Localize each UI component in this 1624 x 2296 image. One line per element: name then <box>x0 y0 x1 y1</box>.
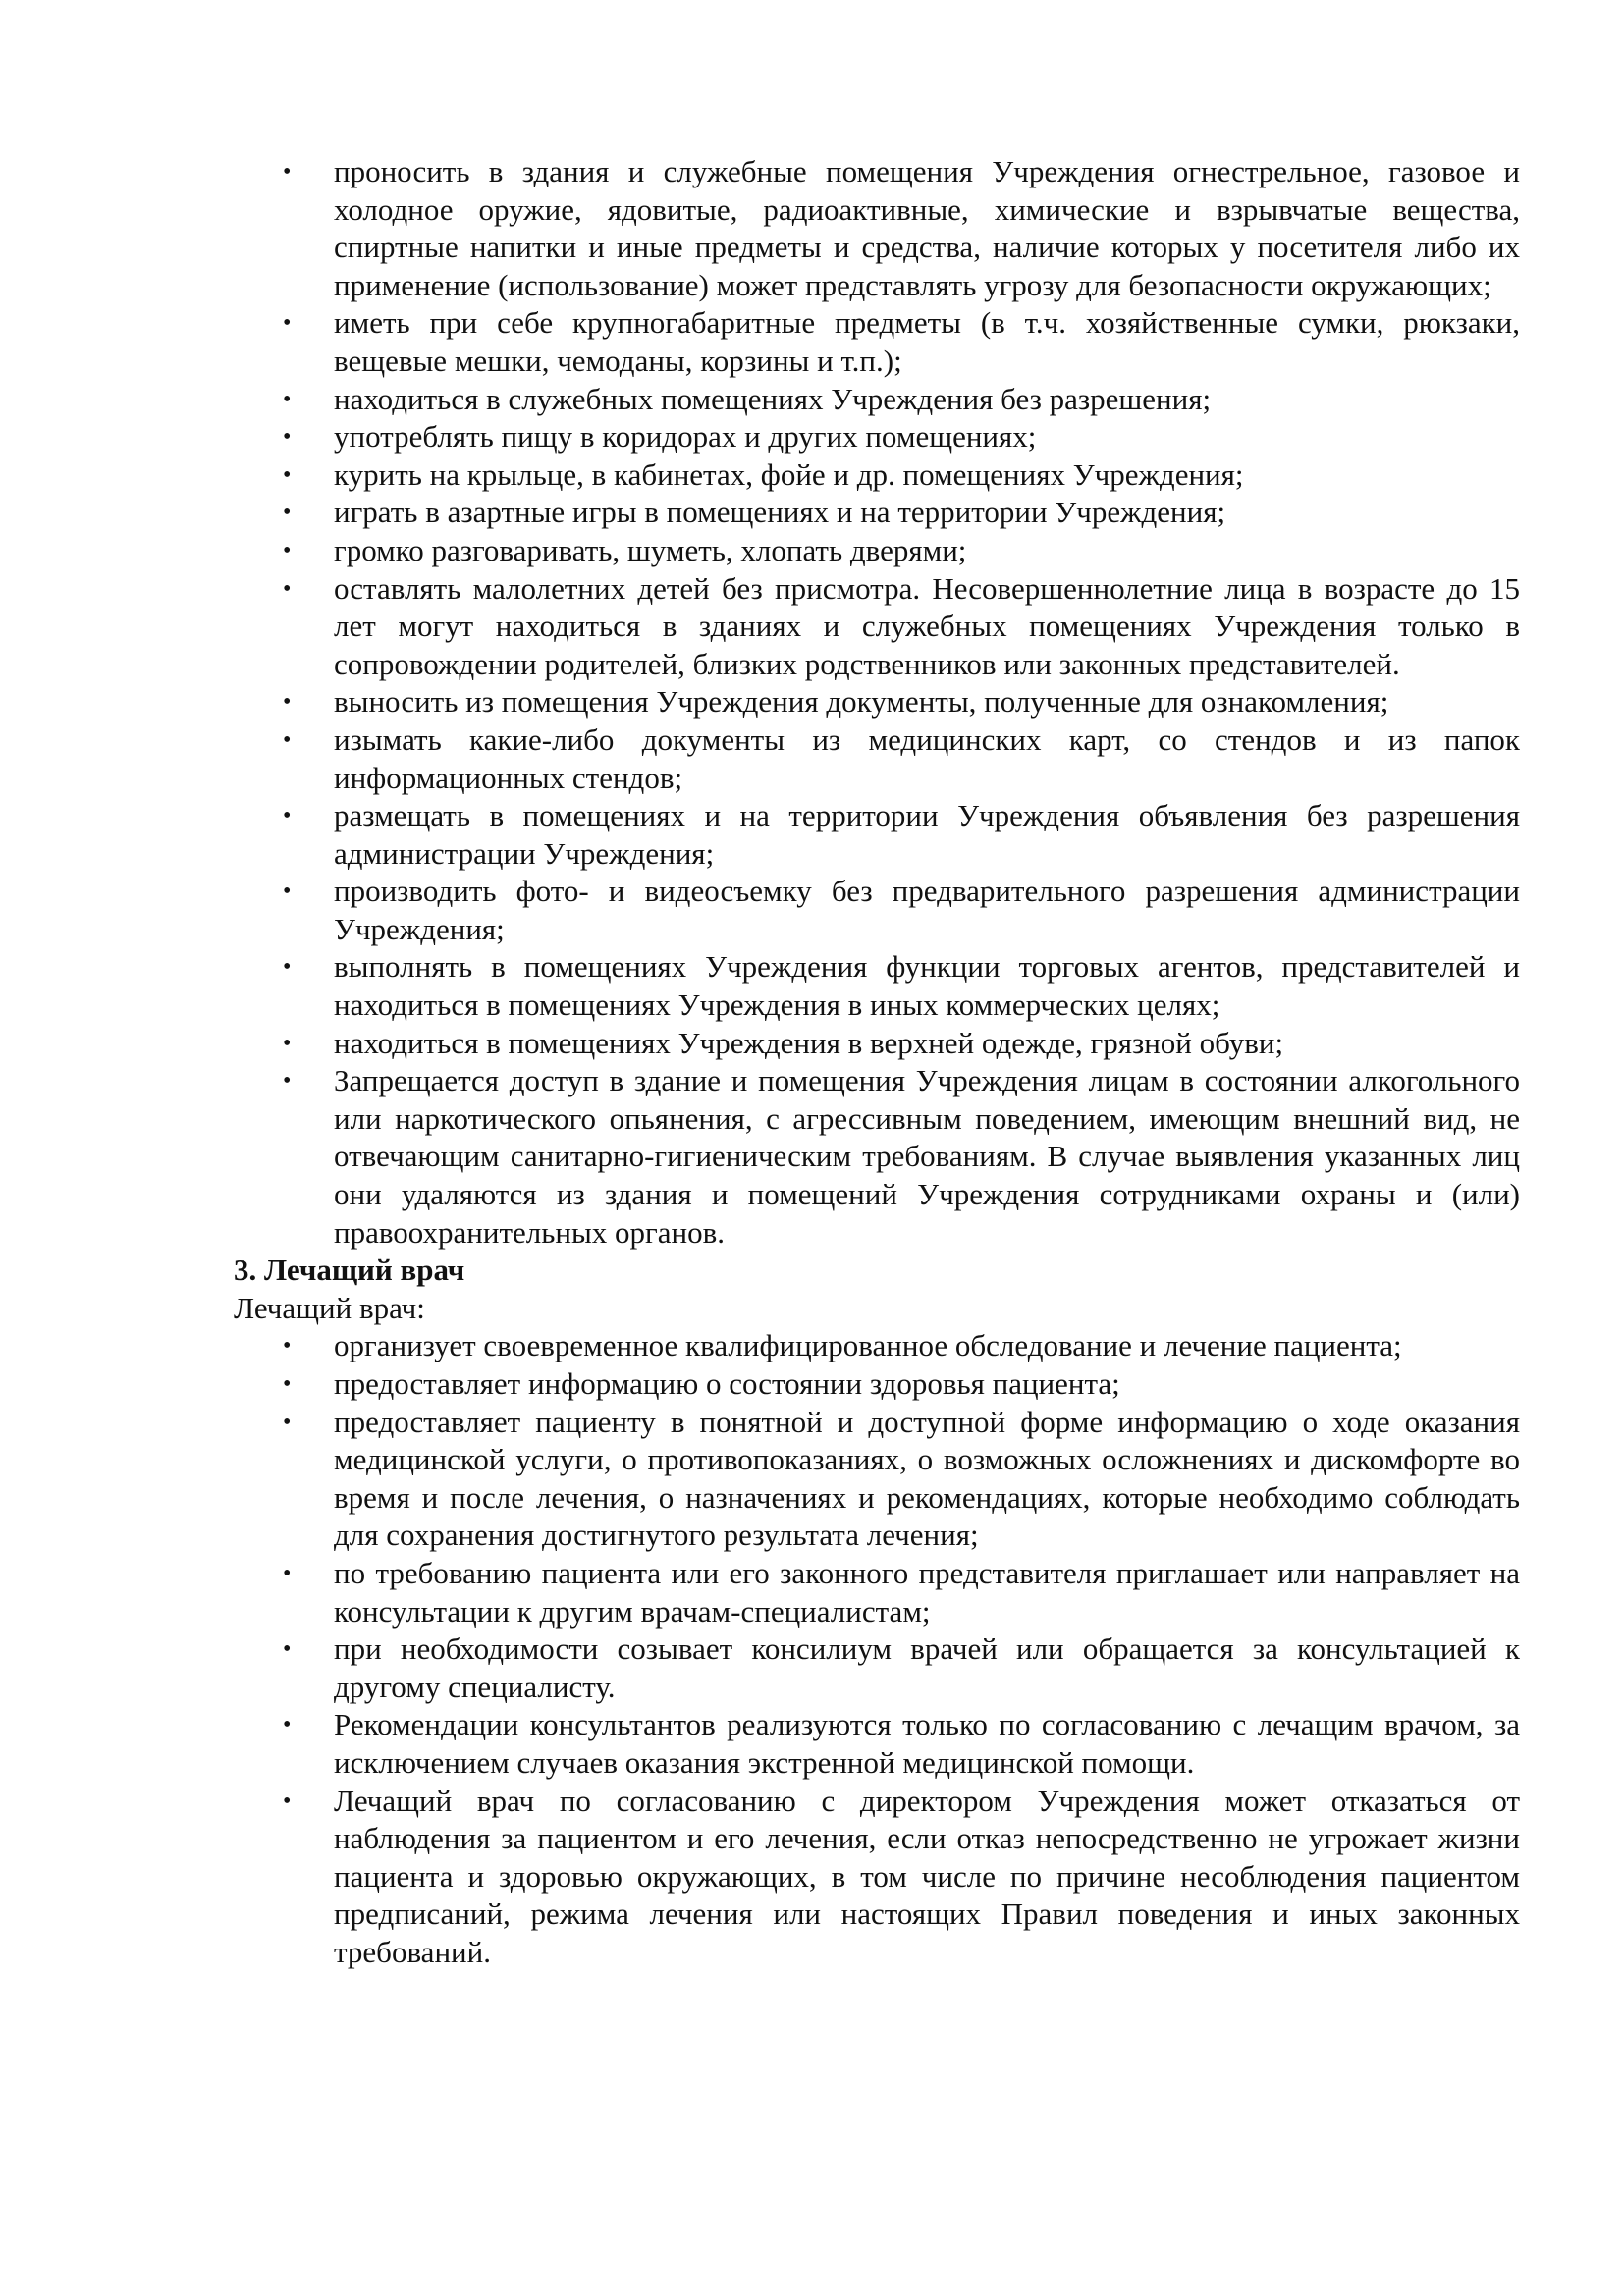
list-item <box>234 1327 1520 1365</box>
bullet-icon: • <box>283 159 292 185</box>
list-item-text: Лечащий врач по согласованию с директором Учреждения может отказаться от наблюдения за пациентом и его лечения, если отказ непосредственно не угрожает жизни пациента и здоровью окружающих, в том числе по причине несоблюдения пациентом предписаний, режима лечения или настоящих Правил поведения и иных законных требований. <box>334 1783 1520 1969</box>
section-intro: Лечащий врач: <box>234 1290 425 1325</box>
list-item <box>234 532 1520 570</box>
bullet-icon: • <box>283 1788 292 1814</box>
bullet-icon: • <box>283 310 292 337</box>
list-item-text: находиться в помещениях Учреждения в верхней одежде, грязной обуви; <box>334 1025 1284 1060</box>
list-item-text: иметь при себе крупногабаритные предметы (в т.ч. хозяйственные сумки, рюкзаки, вещевые мешки, чемоданы, корзины и т.п.); <box>334 305 1520 378</box>
list-item-text: оставлять малолетних детей без присмотра. Несовершеннолетние лица в возрасте до 15 лет могут находиться в зданиях и служебных помещениях Учреждения только в сопровождении родителей, близких родственников или законных представителей. <box>334 570 1520 681</box>
list-item <box>234 1365 1520 1404</box>
list-item <box>234 1630 1520 1706</box>
bullet-icon: • <box>283 1333 292 1360</box>
list-item <box>234 456 1520 495</box>
bullet-icon: • <box>283 1030 292 1056</box>
list-item <box>234 873 1520 948</box>
list-item-text: проносить в здания и служебные помещения Учреждения огнестрельное, газовое и холодное оружие, ядовитые, радиоактивные, химические и взрывчатые вещества, спиртные напитки и иные предметы и средства, наличие которых у посетителя либо их применение (использование) может представлять угрозу для безопасности окружающих; <box>334 154 1520 302</box>
bullet-icon: • <box>283 954 292 981</box>
list-item <box>234 1783 1520 1972</box>
list-item <box>234 1706 1520 1782</box>
list-item <box>234 418 1520 456</box>
list-item-text: предоставляет информацию о состоянии здоровья пациента; <box>334 1366 1120 1401</box>
list-item-text: изымать какие-либо документы из медицинских карт, со стендов и из папок информационных стендов; <box>334 721 1520 795</box>
list-item-text: Рекомендации консультантов реализуются только по согласованию с лечащим врачом, за исключением случаев оказания экстренной медицинской помощи. <box>334 1707 1520 1780</box>
bullet-icon: • <box>283 1371 292 1397</box>
list-item-text: размещать в помещениях и на территории Учреждения объявления без разрешения администрации Учреждения; <box>334 798 1520 871</box>
bullet-icon: • <box>283 1712 292 1738</box>
bullet-icon: • <box>283 1068 292 1095</box>
list-item-text: курить на крыльце, в кабинетах, фойе и др. помещениях Учреждения; <box>334 456 1244 492</box>
bullet-icon: • <box>283 803 292 829</box>
bullet-icon: • <box>283 1409 292 1435</box>
list-item <box>234 797 1520 873</box>
bullet-icon: • <box>283 386 292 412</box>
prohibitions-list <box>234 153 1520 1252</box>
bullet-icon: • <box>283 726 292 753</box>
document-page <box>234 153 1520 1972</box>
list-item <box>234 1025 1520 1063</box>
list-item <box>234 304 1520 380</box>
bullet-icon: • <box>283 461 292 488</box>
section-title: 3. Лечащий врач <box>234 1253 465 1288</box>
bullet-icon: • <box>283 879 292 905</box>
list-item-text: выполнять в помещениях Учреждения функции торговых агентов, представителей и находиться в помещениях Учреждения в иных коммерческих целях; <box>334 949 1520 1023</box>
bullet-icon: • <box>283 1636 292 1663</box>
list-item-text: предоставляет пациенту в понятной и доступной форме информацию о ходе оказания медицинской услуги, о противопоказаниях, о возможных осложнениях и дискомфорте во время и после лечения, о назначениях и рекомендациях, которые необходимо соблюдать для сохранения достигнутого результата лечения; <box>334 1404 1520 1553</box>
list-item-text: производить фото- и видеосъемку без предварительного разрешения администрации Учреждения; <box>334 874 1520 946</box>
list-item <box>234 1404 1520 1555</box>
list-item <box>234 1062 1520 1252</box>
list-item <box>234 494 1520 532</box>
list-item-text: организует своевременное квалифицированное обследование и лечение пациента; <box>334 1328 1402 1363</box>
list-item <box>234 721 1520 797</box>
doctor-duties-list <box>234 1327 1520 1971</box>
list-item-text: при необходимости созывает консилиум врачей или обращается за консультацией к другому специалисту. <box>334 1631 1520 1704</box>
bullet-icon: • <box>283 575 292 602</box>
list-item-text: громко разговаривать, шуметь, хлопать дверями; <box>334 532 967 567</box>
list-item <box>234 948 1520 1024</box>
list-item-text: играть в азартные игры в помещениях и на территории Учреждения; <box>334 495 1226 530</box>
list-item-text: по требованию пациента или его законного представителя приглашает или направляет на консультации к другим врачам-специалистам; <box>334 1555 1520 1629</box>
list-item-text: выносить из помещения Учреждения документы, полученные для ознакомления; <box>334 684 1389 720</box>
list-item <box>234 1555 1520 1630</box>
bullet-icon: • <box>283 689 292 716</box>
list-item <box>234 153 1520 304</box>
list-item <box>234 381 1520 419</box>
list-item-text: употреблять пищу в коридорах и других помещениях; <box>334 419 1037 454</box>
bullet-icon: • <box>283 1560 292 1586</box>
list-item <box>234 570 1520 684</box>
list-item-text: Запрещается доступ в здание и помещения Учреждения лицам в состоянии алкогольного или наркотического опьянения, с агрессивным поведением, имеющим внешний вид, не отвечающим санитарно-гигиеническим требованиям. В случае выявления указанных лиц они удаляются из здания и помещений Учреждения сотрудниками охраны и (или) правоохранительных органов. <box>334 1063 1520 1250</box>
list-item <box>234 683 1520 721</box>
list-item-text: находиться в служебных помещениях Учреждения без разрешения; <box>334 381 1212 416</box>
bullet-icon: • <box>283 424 292 451</box>
bullet-icon: • <box>283 537 292 563</box>
bullet-icon: • <box>283 500 292 526</box>
